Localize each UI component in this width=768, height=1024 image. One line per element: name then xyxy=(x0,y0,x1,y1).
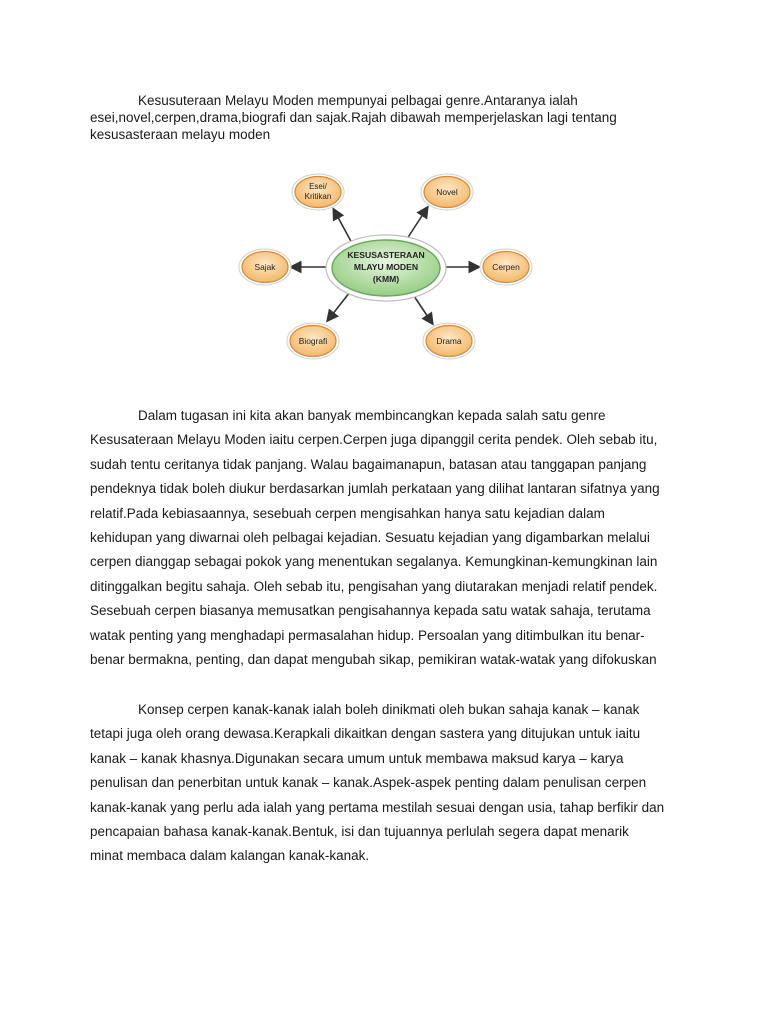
paragraph-line: tetapi juga oleh orang dewasa.Kerapkali dikaitkan dengan sastera yang ditujukan untuk iaitu xyxy=(90,726,641,742)
node-sajak xyxy=(239,249,291,285)
intro-line: Kesusuteraan Melayu Moden mempunyai pelbagai genre.Antaranya ialah xyxy=(138,93,578,108)
paragraph-line: kehidupan yang diwarnai oleh pelbagai kejadian. Sesuatu kejadian yang digambarkan melalui xyxy=(90,530,650,546)
svg-text:Esei/: Esei/ xyxy=(309,182,327,191)
paragraph-line: benar bermakna, penting, dan dapat mengubah sikap, pemikiran watak-watak yang difokuskan xyxy=(90,652,657,668)
intro-line: kesusasteraan melayu moden xyxy=(90,127,271,142)
center-node xyxy=(326,235,446,301)
paragraph-line: watak penting yang menghadapi permasalahan hidup. Persoalan yang ditimbulkan itu benar- xyxy=(90,627,645,643)
genre-diagram xyxy=(225,168,545,368)
paragraph-line: sudah tentu ceritanya tidak panjang. Walau bagaimanapun, batasan atau tanggapan panjang xyxy=(90,456,647,472)
paragraph-line: Konsep cerpen kanak-kanak ialah boleh dinikmati oleh bukan sahaja kanak – kanak xyxy=(138,702,640,717)
paragraph-cerpen-kanak-kanak xyxy=(90,698,690,869)
paragraph-line: pendeknya tidak boleh diukur berdasarkan jumlah perkataan yang dilihat lantaran sifatnya yang xyxy=(90,481,660,497)
paragraph-line: relatif.Pada kebiasaannya, sesebuah cerpen mengisahkan hanya satu kejadian dalam xyxy=(90,505,605,521)
center-label-line: KESUSASTERAAN xyxy=(347,250,425,260)
svg-text:Cerpen: Cerpen xyxy=(492,262,520,272)
svg-text:Biografi: Biografi xyxy=(298,336,328,346)
svg-text:Sajak: Sajak xyxy=(254,262,276,272)
arrow-esei xyxy=(334,210,353,245)
paragraph-line: kanak – kanak khasnya.Digunakan secara umum untuk membawa maksud karya – karya xyxy=(90,750,624,766)
paragraph-line: Sesebuah cerpen biasanya memusatkan pengisahannya kepada satu watak sahaja, terutama xyxy=(90,603,651,619)
node-esei-kritikan xyxy=(292,174,344,210)
center-label-line: (KMM) xyxy=(372,274,400,284)
paragraph-line: ditinggalkan begitu sahaja. Oleh sebab itu, pengisahan yang diutarakan menjadi relatif pendek. xyxy=(90,578,658,594)
paragraph-line: cerpen dianggap sebagai pokok yang menentukan segalanya. Kemungkinan-kemungkinan lain xyxy=(90,554,658,570)
paragraph-line: Kesusateraan Melayu Moden iaitu cerpen.Cerpen juga dipanggil cerita pendek. Oleh sebab itu, xyxy=(90,432,658,448)
node-cerpen xyxy=(480,249,532,285)
svg-text:Drama: Drama xyxy=(436,336,462,346)
paragraph-line: pencapaian bahasa kanak-kanak.Bentuk, isi dan tujuannya perlulah segera dapat menarik xyxy=(90,824,629,840)
intro-paragraph xyxy=(90,92,690,143)
node-biografi xyxy=(287,323,339,359)
center-label-line: MLAYU MODEN xyxy=(353,262,419,272)
paragraph-line: minat membaca dalam kalangan kanak-kanak. xyxy=(90,848,370,864)
paragraph-line: Dalam tugasan ini kita akan banyak membincangkan kepada salah satu genre xyxy=(138,408,606,423)
node-novel xyxy=(421,174,473,210)
intro-line: esei,novel,cerpen,drama,biografi dan sajak.Rajah dibawah memperjelaskan lagi tentang xyxy=(90,110,617,125)
svg-text:Kritikan: Kritikan xyxy=(304,192,332,201)
node-drama xyxy=(423,323,475,359)
svg-text:Novel: Novel xyxy=(436,187,458,197)
paragraph-line: kanak-kanak yang perlu ada ialah yang pertama mestilah sesuai dengan usia, tahap berfikir dan xyxy=(90,799,665,815)
arrow-biografi xyxy=(328,292,350,320)
paragraph-cerpen xyxy=(90,404,690,672)
paragraph-line: penulisan dan penerbitan untuk kanak – kanak.Aspek-aspek penting dalam penulisan cerpen xyxy=(90,775,647,791)
